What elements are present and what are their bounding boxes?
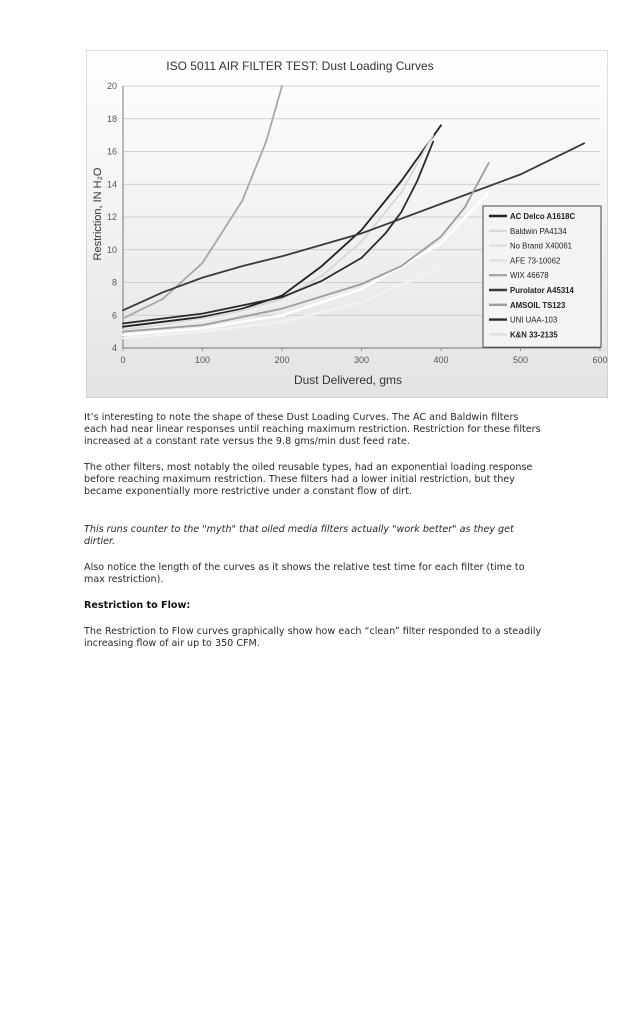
legend-label: AC Delco A1618C <box>510 212 576 221</box>
y-tick-label: 18 <box>106 113 117 124</box>
y-tick-label: 4 <box>111 343 117 353</box>
x-tick-label: 300 <box>353 355 370 365</box>
y-tick-label: 10 <box>106 244 117 255</box>
x-axis-label: Dust Delivered, gms <box>293 373 403 387</box>
x-tick-label: 200 <box>274 355 290 365</box>
legend-label: AFE 73-10062 <box>510 256 561 266</box>
x-tick-label: 0 <box>120 355 126 365</box>
y-tick-label: 8 <box>111 277 117 288</box>
legend-label: Baldwin PA4134 <box>510 226 567 236</box>
x-tick-label: 400 <box>433 355 449 365</box>
paragraph-restriction-to-flow: The Restriction to Flow curves graphically show how each “clean” filter responded to a steadily increasing flow of air up to 350 CFM. <box>84 626 542 650</box>
chart-canvas <box>86 50 608 398</box>
paragraph-linear-response: It’s interesting to note the shape of these Dust Loading Curves. The AC and Baldwin filters each had near linear responses until reaching maximum restriction. Restriction for these filters increased at a constant rate versus the 9.8 gms/min dust feed rate. <box>84 412 541 448</box>
paragraph-curve-length: Also notice the length of the curves as it shows the relative test time for each filter (time to max restriction). <box>84 562 525 586</box>
paragraph-myth-note: This runs counter to the "myth" that oiled media filters actually "work better" as they get dirtier. <box>84 524 514 548</box>
paragraph-exponential-response: The other filters, most notably the oiled reusable types, had an exponential loading response before reaching maximum restriction. These filters had a lower initial restriction, but they became exponentially more restrictive under a constant flow of dirt. <box>84 462 533 498</box>
chart-title: ISO 5011 AIR FILTER TEST: Dust Loading Curves <box>166 59 434 73</box>
section-heading-restriction-to-flow: Restriction to Flow: <box>84 600 191 611</box>
legend-label: UNI UAA-103 <box>510 315 558 325</box>
y-tick-label: 14 <box>106 179 117 190</box>
legend-label: Purolator A45314 <box>510 286 574 295</box>
y-axis-label: Restriction, IN H₂O <box>92 167 104 261</box>
legend-label: AMSOIL TS123 <box>510 300 566 310</box>
x-tick-label: 100 <box>194 355 211 365</box>
y-tick-label: 6 <box>111 310 117 321</box>
legend-label: WIX 46678 <box>510 271 549 281</box>
y-tick-label: 16 <box>106 146 117 157</box>
x-tick-label: 600 <box>592 355 608 365</box>
legend-label: No Brand X40061 <box>510 241 572 251</box>
y-tick-label: 12 <box>106 212 117 222</box>
legend-label: K&N 33-2135 <box>510 330 558 340</box>
x-tick-label: 500 <box>512 355 529 365</box>
y-tick-label: 20 <box>106 81 117 91</box>
dust-loading-chart <box>86 50 608 398</box>
